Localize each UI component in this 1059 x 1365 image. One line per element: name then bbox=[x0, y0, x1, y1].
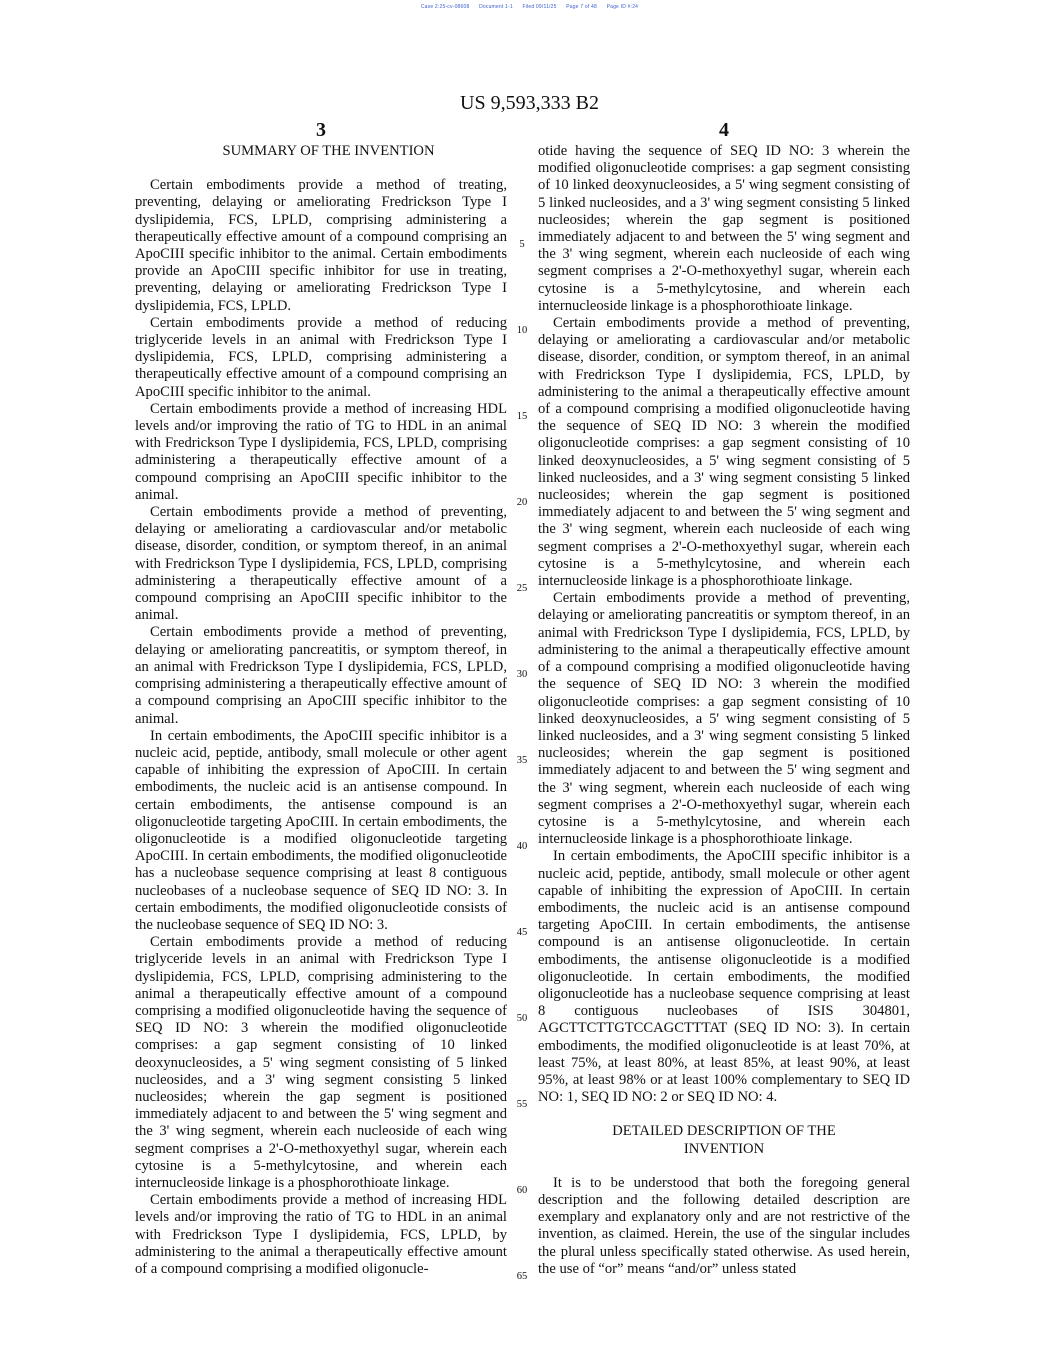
line-number: 50 bbox=[516, 1013, 528, 1024]
paragraph: Certain embodiments provide a method of increasing HDL levels and/or improving the ratio of TG to HDL in an animal with Fredrickson Type I dyslipidemia, FCS, LPLD, comprising administering a therapeutically effective amount of a compound comprising an ApoCIII specific inhibitor to the animal. bbox=[135, 400, 507, 503]
paragraph: Certain embodiments provide a method of preventing, delaying or ameliorating a cardiovascular and/or metabolic disease, disorder, condition, or symptom thereof, in an animal with Fredrickson Type I dyslipidemia, FCS, LPLD, by administering to the animal a therapeutically effective amount of a compound comprising a modified oligonucleotide having the sequence of SEQ ID NO: 3 wherein the modified oligonucleotide comprises: a gap segment consisting of 10 linked deoxynucleosides, a 5' wing segment consisting of 5 linked nucleosides, and a 3' wing segment consisting 5 linked nucleosides; wherein the gap segment is positioned immediately adjacent to and between the 5' wing segment and the 3' wing segment, wherein each nucleoside of each wing segment comprises a 2'-O-methoxyethyl sugar, wherein each cytosine is a 5-methylcytosine, and wherein each internucleoside linkage is a phosphorothioate linkage. bbox=[538, 315, 910, 590]
paragraph: In certain embodiments, the ApoCIII specific inhibitor is a nucleic acid, peptide, antibody, small molecule or other agent capable of inhibiting the expression of ApoCIII. In certain embodiments, the nucleic acid is an antisense compound. In certain embodiments, the antisense compound is an oligonucleotide targeting ApoCIII. In certain embodiments, the oligonucleotide is a modified oligonucleotide targeting ApoCIII. In certain embodiments, the modified oligonucleotide has a nucleobase sequence comprising at least 8 contiguous nucleobases of a nucleobase sequence of SEQ ID NO: 3. In certain embodiments, the modified oligonucleotide consists of the nucleobase sequence of SEQ ID NO: 3. bbox=[135, 727, 507, 933]
line-number: 30 bbox=[516, 669, 528, 680]
line-number: 10 bbox=[516, 325, 528, 336]
paragraph: Certain embodiments provide a method of reducing triglyceride levels in an animal with Fredrickson Type I dyslipidemia, FCS, LPLD, comprising administering a therapeutically effective amount of a compound comprising an ApoCIII specific inhibitor to the animal. bbox=[135, 314, 507, 400]
paragraph: Certain embodiments provide a method of treating, preventing, delaying or ameliorating Fredrickson Type I dyslipidemia, FCS, LPLD, comprising administering a therapeutically effective amount of a compound comprising an ApoCIII specific inhibitor to the animal. Certain embodiments provide an ApoCIII specific inhibitor for use in treating, preventing, delaying or ameliorating Fredrickson Type I dyslipidemia, FCS, LPLD. bbox=[135, 177, 507, 314]
page-count: Page 7 of 48 bbox=[566, 4, 597, 10]
paragraph: Certain embodiments provide a method of reducing triglyceride levels in an animal with Fredrickson Type I dyslipidemia, FCS, LPLD, comprising administering to the animal a therapeutically effective amount of a compound comprising a modified oligonucleotide having the sequence of SEQ ID NO: 3 wherein the modified oligonucleotide comprises: a gap segment consisting of 10 linked deoxynucleosides, a 5' wing segment consisting of 5 linked nucleosides, and a 3' wing segment consisting 5 linked nucleosides; wherein the gap segment is positioned immediately adjacent to and between the 5' wing segment and the 3' wing segment, wherein each nucleoside of each wing segment comprises a 2'-O-methoxyethyl sugar, wherein each cytosine is a 5-methylcytosine, and wherein each internucleoside linkage is a phosphorothioate linkage. bbox=[135, 934, 507, 1191]
left-column-number: 3 bbox=[316, 119, 326, 141]
line-number: 20 bbox=[516, 497, 528, 508]
line-number: 15 bbox=[516, 411, 528, 422]
paragraph: Certain embodiments provide a method of increasing HDL levels and/or improving the ratio of TG to HDL in an animal with Fredrickson Type I dyslipidemia, FCS, LPLD, by administering to the animal a therapeutically effective amount of a compound comprising a modified oligonucle- bbox=[135, 1192, 507, 1277]
paragraph: Certain embodiments provide a method of preventing, delaying or ameliorating pancreatitis, or symptom thereof, in an animal with Fredrickson Type I dyslipidemia, FCS, LPLD, comprising administering a therapeutically effective amount of a compound comprising an ApoCIII specific inhibitor to the animal. bbox=[135, 624, 507, 727]
summary-heading: SUMMARY OF THE INVENTION bbox=[222, 143, 435, 159]
right-text-column bbox=[538, 143, 910, 1278]
line-number: 45 bbox=[516, 927, 528, 938]
line-number: 40 bbox=[516, 841, 528, 852]
paragraph: It is to be understood that both the foregoing general description and the following detailed description are exemplary and explanatory only and are not restrictive of the invention, as claimed. Herein, the use of the singular includes the plural unless specifically stated otherwise. As used herein, the use of “or” means “and/or” unless stated bbox=[538, 1174, 910, 1277]
detailed-description-heading bbox=[538, 1123, 910, 1157]
paragraph: In certain embodiments, the ApoCIII specific inhibitor is a nucleic acid, peptide, antibody, small molecule or other agent capable of inhibiting the expression of ApoCIII. In certain embodiments, the nucleic acid is an antisense compound targeting ApoCIII. In certain embodiments, the antisense compound is an antisense oligonucleotide. In certain embodiments, the antisense oligonucleotide is a modified oligonucleotide. In certain embodiments, the modified oligonucleotide has a nucleobase sequence comprising at least 8 contiguous nucleobases of ISIS 304801, AGCTTCTTGTCCAGCTTTAT (SEQ ID NO: 3). In certain embodiments, the modified oligonucleotide is at least 70%, at least 75%, at least 80%, at least 85%, at least 90%, at least 95%, at least 98% or at least 100% complementary to SEQ ID NO: 1, SEQ ID NO: 2 or SEQ ID NO: 4. bbox=[538, 848, 910, 1106]
filed-date: Filed 09/11/25 bbox=[522, 4, 557, 10]
document-number: Document 1-1 bbox=[479, 4, 513, 10]
case-number: Case 2:25-cv-08608 bbox=[420, 4, 470, 10]
line-number: 5 bbox=[519, 239, 525, 250]
line-number: 60 bbox=[516, 1185, 528, 1196]
line-number: 65 bbox=[516, 1271, 528, 1282]
court-filing-header bbox=[0, 4, 1059, 10]
paragraph-continuation: otide having the sequence of SEQ ID NO: 3 wherein the modified oligonucleotide comprises: a gap segment consisting of 10 linked deoxynucleosides, a 5' wing segment consisting of 5 linked nucleosides, and a 3' wing segment consisting 5 linked nucleosides; wherein the gap segment is positioned immediately adjacent to and between the 5' wing segment and the 3' wing segment, wherein each nucleoside of each wing segment comprises a 2'-O-methoxyethyl sugar, wherein each cytosine is a 5-methylcytosine, and wherein each internucleoside linkage is a phosphorothioate linkage. bbox=[538, 143, 910, 314]
heading-line: DETAILED DESCRIPTION OF THE bbox=[612, 1123, 836, 1140]
paragraph: Certain embodiments provide a method of preventing, delaying or ameliorating pancreatitis or symptom thereof, in an animal with Fredrickson Type I dyslipidemia, FCS, LPLD, by administering to the animal a therapeutically effective amount of a compound comprising a modified oligonucleotide having the sequence of SEQ ID NO: 3 wherein the modified oligonucleotide comprises: a gap segment consisting of 10 linked deoxynucleosides, a 5' wing segment consisting of 5 linked nucleosides, and a 3' wing segment consisting 5 linked nucleosides; wherein the gap segment is positioned immediately adjacent to and between the 5' wing segment and the 3' wing segment, wherein each nucleoside of each wing segment comprises a 2'-O-methoxyethyl sugar, wherein each cytosine is a 5-methylcytosine, and wherein each internucleoside linkage is a phosphorothioate linkage. bbox=[538, 590, 910, 848]
line-number: 25 bbox=[516, 583, 528, 594]
line-number: 35 bbox=[516, 755, 528, 766]
heading-line: INVENTION bbox=[683, 1140, 765, 1157]
page-id: Page ID #:24 bbox=[606, 4, 639, 10]
paragraph: Certain embodiments provide a method of preventing, delaying or ameliorating a cardiovascular and/or metabolic disease, disorder, condition, or symptom thereof, in an animal with Fredrickson Type I dyslipidemia, FCS, LPLD, comprising administering a therapeutically effective amount of a compound comprising an ApoCIII specific inhibitor to the animal. bbox=[135, 504, 507, 624]
left-text-column bbox=[135, 143, 507, 1278]
line-number: 55 bbox=[516, 1099, 528, 1110]
patent-number: US 9,593,333 B2 bbox=[460, 92, 599, 114]
right-column-number: 4 bbox=[719, 119, 729, 141]
